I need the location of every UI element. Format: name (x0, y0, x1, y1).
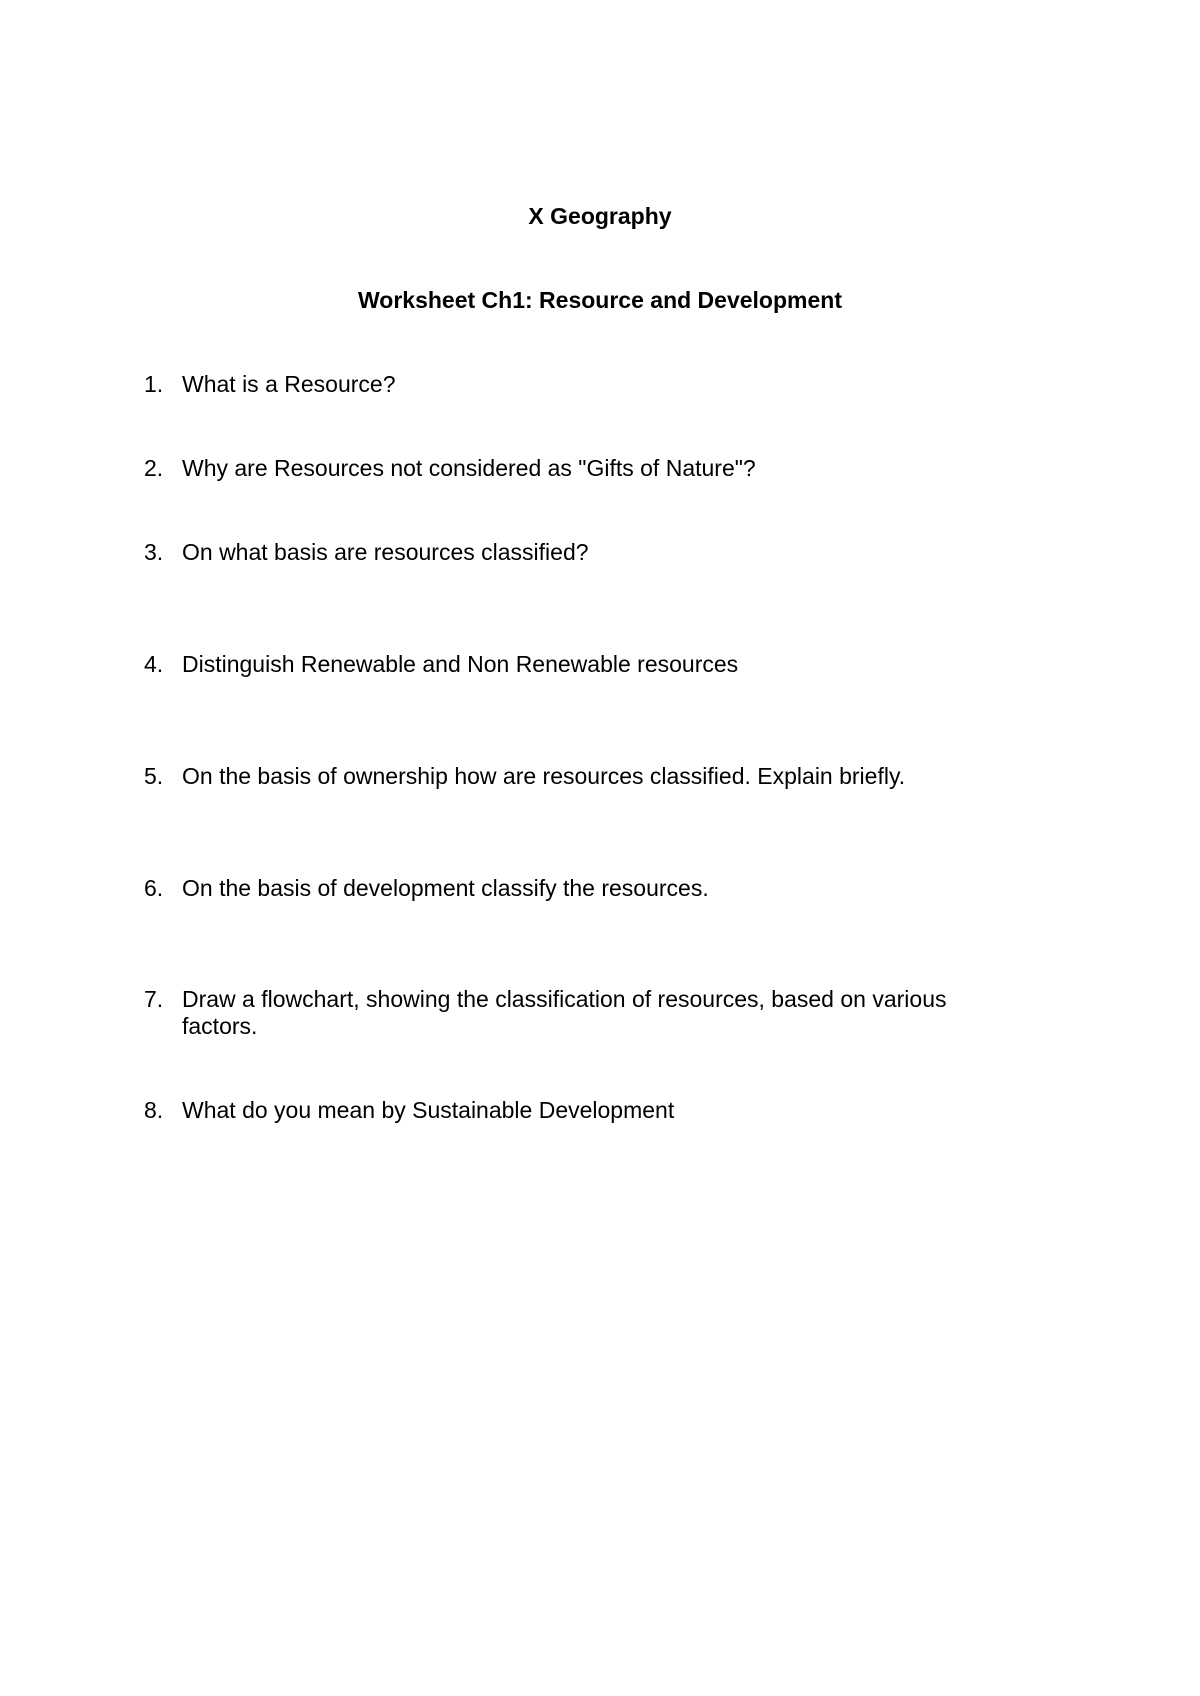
question-number: 3. (144, 539, 164, 565)
question-number: 7. (144, 986, 164, 1012)
question-number: 4. (144, 651, 164, 677)
question-number: 8. (144, 1097, 164, 1123)
question-text: What do you mean by Sustainable Development (182, 1097, 675, 1123)
question-number: 2. (144, 455, 164, 481)
question-item (144, 371, 1004, 398)
question-item (144, 651, 1004, 678)
question-number: 6. (144, 875, 164, 901)
question-number: 5. (144, 763, 164, 789)
question-item (144, 1097, 1004, 1124)
question-item (144, 875, 1004, 902)
question-text: Why are Resources not considered as "Gifts of Nature"? (182, 455, 756, 481)
question-text: On the basis of ownership how are resources classified. Explain briefly. (182, 763, 906, 789)
document-title: X Geography (528, 203, 672, 229)
question-item (144, 986, 1014, 1040)
question-item (144, 455, 1004, 482)
question-item (144, 763, 1004, 790)
question-text: Distinguish Renewable and Non Renewable resources (182, 651, 739, 677)
question-text: On the basis of development classify the resources. (182, 875, 709, 901)
question-item (144, 539, 1004, 566)
question-text: Draw a flowchart, showing the classification of resources, based on various factors. (182, 986, 947, 1039)
question-text: What is a Resource? (182, 371, 396, 397)
question-text: On what basis are resources classified? (182, 539, 589, 565)
worksheet-subtitle: Worksheet Ch1: Resource and Development (358, 287, 842, 313)
question-number: 1. (144, 371, 164, 397)
